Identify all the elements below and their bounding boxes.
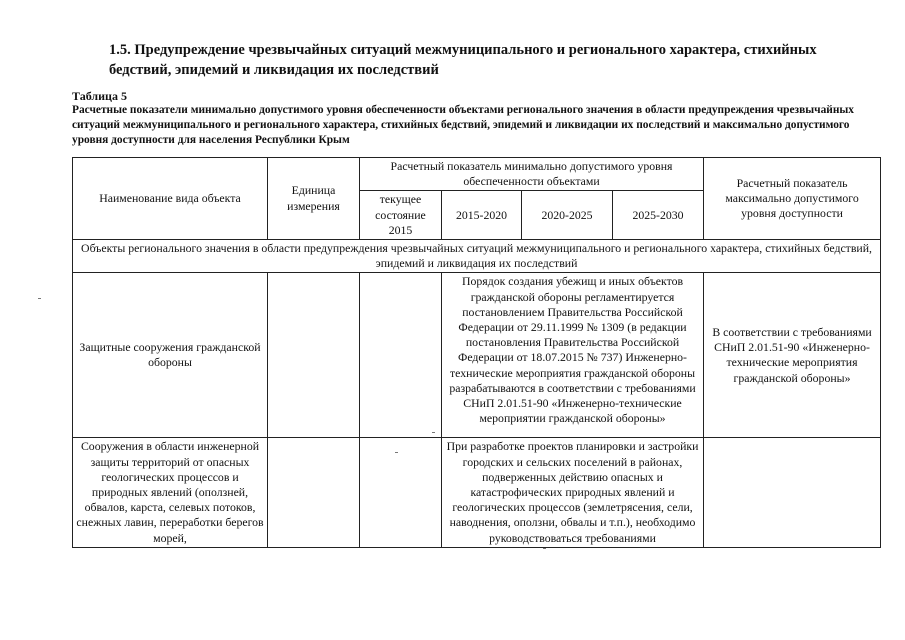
row-min-level-note: Порядок создания убежищ и иных объектов гражданской обороны регламентируется постановлением Правительства Российской Федерации от 29.11.1999 № 1309 (в редакции постановления Правительства Российской Федерации от 18.07.2015 № 737) Инженерно-технические мероприятия гражданской обороны разрабатываются в соответствии с требованиями СНиП 2.01.51-90 «Инженерно-технические мероприятии гражданской обороны» <box>442 273 704 438</box>
header-current-state: текущее состояние 2015 <box>360 191 442 240</box>
scan-speck <box>38 298 41 299</box>
section-title: 1.5. Предупреждение чрезвычайных ситуаций межмуниципального и регионального характера, стихийных бедствий, эпидемий и ликвидация их последствий <box>109 42 817 78</box>
group-heading: Объекты регионального значения в области предупреждения чрезвычайных ситуаций межмуниципального и регионального характера, стихийных бедствий, эпидемий и ликвидация их последствий <box>73 240 881 273</box>
table-row <box>73 273 881 438</box>
header-min-level: Расчетный показатель минимально допустимого уровня обеспеченности объектами <box>360 158 704 191</box>
row-object-name: Сооружения в области инженерной защиты территорий от опасных геологических процессов и природных явлений (оползней, обвалов, карста, селевых потоков, снежных лавин, переработки берегов морей, <box>73 438 268 547</box>
scan-speck <box>543 548 546 549</box>
indicators-table <box>72 157 881 548</box>
group-row <box>73 240 881 273</box>
header-max-access: Расчетный показатель максимально допустимого уровня доступности <box>704 158 881 240</box>
row-min-level-note: При разработке проектов планировки и застройки городских и сельских поселений в районах, подверженных действию опасных и катастрофических природных явлений и геологических процессов (землетрясения, сели, наводнения, оползни, обвалы и т.п.), необходимо руководствоваться требованиями <box>442 438 704 547</box>
header-object-type: Наименование вида объекта <box>73 158 268 240</box>
scan-speck <box>432 432 435 433</box>
row-current-state <box>360 438 442 547</box>
row-max-access <box>704 438 881 547</box>
header-period-2020-2025: 2020-2025 <box>522 191 613 240</box>
row-max-access: В соответствии с требованиями СНиП 2.01.51-90 «Инженерно-технические мероприятия гражданской обороны» <box>704 273 881 438</box>
row-object-name: Защитные сооружения гражданской обороны <box>73 273 268 438</box>
table-number-label: Таблица 5 <box>72 89 127 103</box>
row-unit <box>268 438 360 547</box>
table-caption: Расчетные показатели минимально допустимого уровня обеспеченности объектами регионального значения в области предупреждения чрезвычайных ситуаций межмуниципального и регионального характера, стихийных бедствий, эпидемий и ликвидации их последствий и максимально допустимого уровня доступности для населения Республики Крым <box>72 104 854 146</box>
header-period-2015-2020: 2015-2020 <box>442 191 522 240</box>
header-unit: Единица измерения <box>268 158 360 240</box>
table-row <box>73 438 881 547</box>
row-current-state <box>360 273 442 438</box>
header-row-1 <box>73 158 881 191</box>
scan-speck <box>395 452 398 453</box>
row-unit <box>268 273 360 438</box>
header-period-2025-2030: 2025-2030 <box>613 191 704 240</box>
